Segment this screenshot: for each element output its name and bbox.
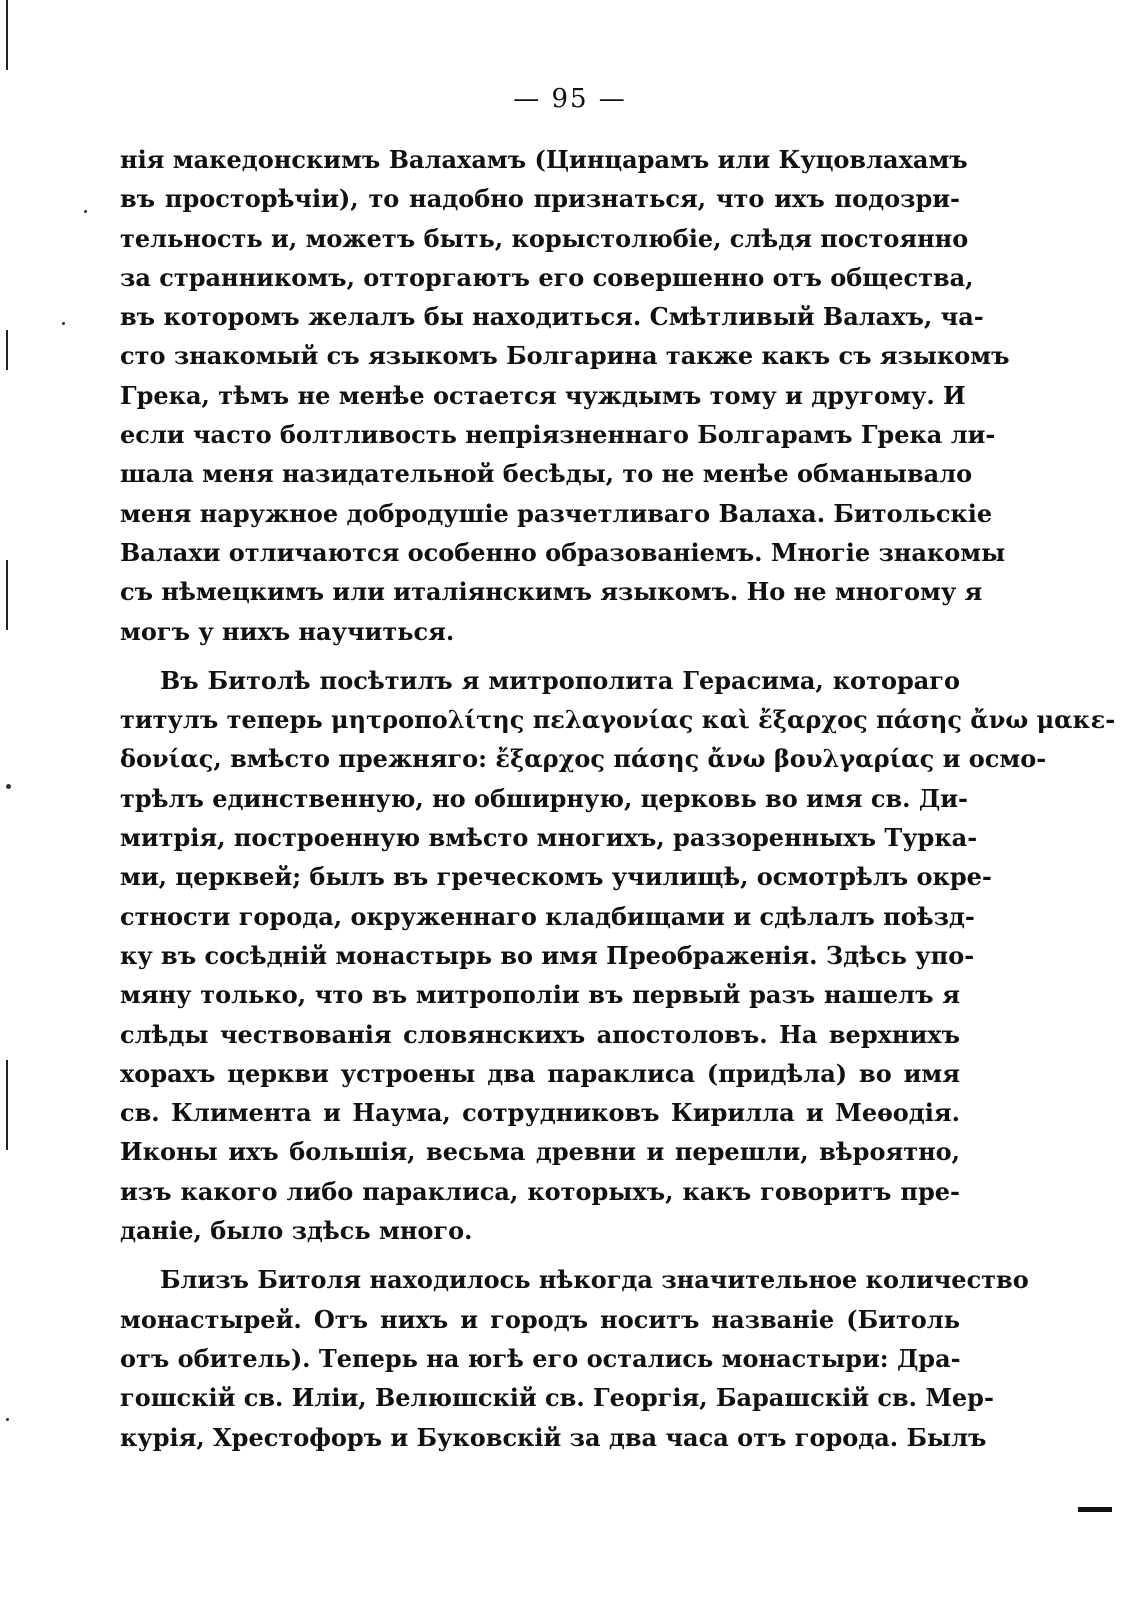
text-line: нія македонскимъ Валахамъ (Цинцарамъ или Куцовлахамъ [120, 145, 968, 174]
text-line: Близъ Битоля находилось нѣкогда значительное количество [160, 1265, 1029, 1295]
text-line: могъ у нихъ научиться. [120, 616, 455, 646]
text-line: титулъ теперь μητροπολίτης πελαγονίας καὶ ἔξαρχος πάσης ἄνω μακε- [120, 705, 1116, 735]
text-line: въ которомъ желалъ бы находиться. Смѣтливый Валахъ, ча- [120, 302, 984, 332]
text-line: мяну только, что въ митрополіи въ первый разъ нашелъ я [120, 980, 960, 1010]
text-line: отъ обитель). Теперь на югѣ его остались монастыри: Дра- [120, 1343, 961, 1373]
text-line: Грека, тѣмъ не менѣе остается чуждымъ тому и другому. И [120, 380, 966, 410]
text-line: гошскій св. Иліи, Велюшскій св. Георгія, Барашскій св. Мер- [120, 1383, 994, 1413]
text-line: монастырей. Отъ нихъ и городъ носитъ названіе (Битоль [120, 1304, 960, 1334]
text-line: св. Климента и Наума, сотрудниковъ Кирилла и Меѳодія. [120, 1098, 960, 1128]
text-line: Въ Битолѣ посѣтилъ я митрополита Герасима, котораго [160, 665, 960, 695]
text-line: хорахъ церкви устроены два параклиса (придѣла) во имя [120, 1058, 960, 1088]
scan-speck [6, 1418, 9, 1421]
text-line: съ нѣмецкимъ или италіянскимъ языкомъ. Но не многому я [120, 577, 983, 607]
text-line: шала меня назидательной бесѣды, то не менѣе обманывало [120, 459, 973, 489]
text-line: за странникомъ, отторгаютъ его совершенно отъ общества, [120, 262, 974, 292]
page-number: — 95 — [513, 84, 627, 114]
paragraph-gap [120, 1250, 960, 1260]
text-line: митрія, построенную вмѣсто многихъ, раззоренныхъ Турка- [120, 823, 978, 853]
scan-margin-line [6, 1060, 8, 1150]
scan-margin-line [6, 0, 8, 70]
text-line: въ просторѣчіи), то надобно признаться, что ихъ подозри- [120, 184, 960, 214]
scan-speck [84, 210, 87, 213]
scan-speck [6, 784, 11, 789]
text-line: сто знакомый съ языкомъ Болгарина также какъ съ языкомъ [120, 341, 1010, 371]
text-line: тельность и, можетъ быть, корыстолюбіе, слѣдя постоянно [120, 223, 969, 253]
scan-margin-line [6, 560, 8, 630]
paragraph [120, 140, 1010, 651]
scan-speck [62, 322, 65, 325]
text-line: δονίας, вмѣсто прежняго: ἔξαρχος πάσης ἄνω βουλγαρίας и осмо- [120, 744, 1047, 774]
scan-mark [1078, 1507, 1112, 1512]
text-line: если часто болтливость непріязненнаго Болгарамъ Грека ли- [120, 420, 996, 450]
text-line: меня наружное добродушіе разчетливаго Валаха. Битольскіе [120, 498, 993, 528]
text-line: трѣлъ единственную, но обширную, церковь во имя св. Ди- [120, 783, 968, 813]
text-line: курія, Хрестофоръ и Буковскій за два часа отъ города. Былъ [120, 1422, 987, 1452]
text-line: стности города, окруженнаго кладбищами и сдѣлалъ поѣзд- [120, 901, 975, 931]
text-line: Валахи отличаются особенно образованіемъ. Многіе знакомы [120, 537, 1006, 567]
text-line: изъ какого либо параклиса, которыхъ, какъ говоритъ пре- [120, 1176, 960, 1206]
text-line: Иконы ихъ большія, весьма древни и перешли, вѣроятно, [120, 1137, 960, 1167]
text-line: ку въ сосѣдній монастырь во имя Преображенія. Здѣсь упо- [120, 940, 975, 970]
scan-margin-line [6, 330, 8, 370]
text-line: ми, церквей; былъ въ греческомъ училищѣ, осмотрѣлъ окре- [120, 862, 992, 892]
paragraph [120, 661, 1116, 1250]
text-line: слѣды чествованія словянскихъ апостоловъ. На верхнихъ [120, 1019, 960, 1049]
paragraph-gap [120, 651, 960, 661]
paragraph [120, 1260, 1029, 1456]
body-text [120, 140, 1116, 1457]
text-line: даніе, было здѣсь много. [120, 1216, 473, 1246]
